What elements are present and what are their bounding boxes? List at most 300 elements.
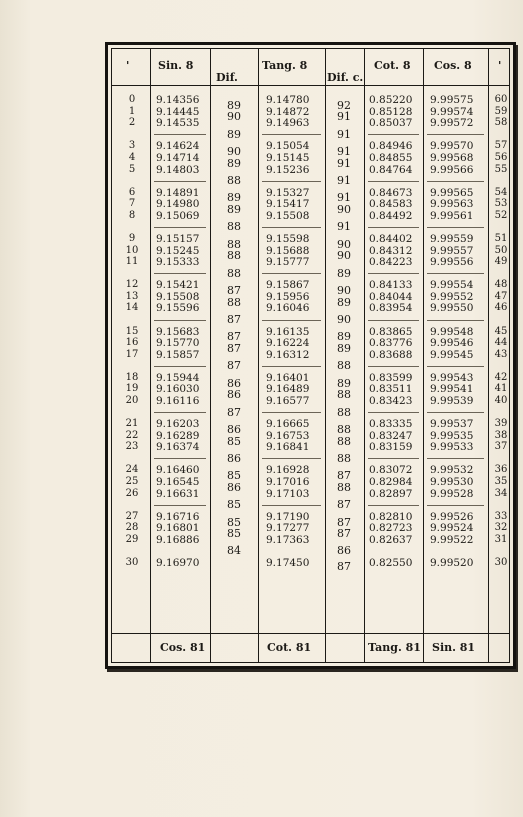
- group-rule: [427, 227, 484, 228]
- cos-value: 9.99557: [430, 244, 474, 257]
- dif-c-value: 89: [337, 376, 351, 390]
- cot-value: 0.84312: [369, 244, 413, 257]
- group-rule: [368, 320, 419, 321]
- minute-label: 24: [125, 464, 139, 476]
- tang-value: 9.14872: [266, 105, 310, 118]
- tang-value: 9.15688: [266, 244, 310, 257]
- dif-c-value: 90: [337, 284, 351, 297]
- cot-value: 0.84673: [369, 186, 413, 199]
- dif-value: 87: [227, 341, 241, 355]
- minute-label: 5: [128, 163, 136, 175]
- cot-value: 0.84402: [369, 232, 413, 245]
- cos-value: 9.99537: [430, 418, 474, 431]
- tang-value: 9.16224: [266, 337, 310, 350]
- minute-label: 30: [125, 557, 139, 568]
- sin-value: 9.14891: [156, 186, 200, 199]
- dif-value: 86: [227, 376, 241, 390]
- sin-value: 9.16203: [156, 418, 200, 431]
- dif-c-value: 87: [337, 560, 351, 573]
- minute-label: 28: [125, 522, 139, 534]
- dif-value: 87: [227, 330, 241, 344]
- cot-value: 0.83865: [369, 325, 413, 338]
- cos-value: 9.99522: [430, 533, 474, 546]
- sin-value: 9.14535: [156, 117, 200, 130]
- sin-value: 9.16886: [156, 533, 200, 546]
- dif-c-value: 89: [337, 330, 351, 344]
- minute-label-right: 46: [494, 302, 508, 314]
- tang-value: 9.17190: [266, 510, 310, 523]
- dif-value: 86: [227, 451, 241, 465]
- minute-label: 13: [125, 290, 139, 302]
- cos-value: 9.99530: [430, 476, 474, 488]
- minute-label: 6: [128, 186, 136, 198]
- dif-value: 89: [227, 156, 241, 170]
- minute-label: 16: [125, 337, 139, 349]
- dif-c-value: 90: [337, 249, 351, 263]
- sin-value: 9.14714: [156, 151, 200, 164]
- dif-value: 88: [227, 295, 241, 309]
- cot-value: 0.82984: [369, 476, 413, 488]
- column-rule: [325, 49, 326, 662]
- dif-c-value: 91: [337, 127, 351, 141]
- minute-label: 12: [125, 279, 139, 291]
- cos-value: 9.99550: [430, 302, 474, 315]
- group-rule: [154, 458, 206, 459]
- minute-label-right: 51: [494, 232, 508, 244]
- minute-label-right: 54: [494, 186, 508, 198]
- cot-value: 0.83688: [369, 348, 413, 361]
- dif-value: 85: [227, 527, 241, 541]
- dif-value: 85: [227, 434, 241, 448]
- minute-label-right: 43: [494, 348, 508, 360]
- dif-c-value: 91: [337, 220, 351, 234]
- column-rule: [150, 49, 151, 662]
- group-rule: [427, 458, 484, 459]
- tang-value: 9.15145: [266, 151, 310, 164]
- header-tang: Tang. 8: [262, 59, 308, 72]
- minute-label: 19: [125, 383, 139, 395]
- sin-value: 9.15770: [156, 337, 200, 350]
- group-rule: [368, 227, 419, 228]
- cot-value: 0.83599: [369, 371, 413, 384]
- column-rule: [364, 49, 365, 662]
- dif-value: 87: [227, 312, 241, 326]
- group-rule: [154, 181, 206, 182]
- minute-label-right: 47: [494, 290, 508, 302]
- minute-label-right: 50: [494, 244, 508, 256]
- group-rule: [154, 412, 206, 413]
- cot-value: 0.85220: [369, 94, 413, 106]
- group-rule: [427, 366, 484, 367]
- tang-value: 9.16577: [266, 395, 310, 407]
- group-rule: [262, 412, 321, 413]
- minute-label: 20: [125, 395, 139, 406]
- cos-value: 9.99546: [430, 337, 474, 350]
- dif-value: 88: [227, 266, 241, 280]
- tang-value: 9.16312: [266, 348, 310, 361]
- cos-value: 9.99535: [430, 429, 474, 442]
- footer-cos: Cos. 81: [160, 641, 206, 654]
- dif-value: 86: [227, 422, 241, 436]
- minute-label-right: 56: [494, 151, 508, 163]
- cot-value: 0.82897: [369, 487, 413, 500]
- dif-c-value: 89: [337, 266, 351, 280]
- cot-value: 0.84492: [369, 209, 413, 222]
- cos-value: 9.99566: [430, 163, 474, 176]
- sin-value: 9.15683: [156, 325, 200, 338]
- group-rule: [262, 181, 321, 182]
- cot-value: 0.84764: [369, 163, 413, 176]
- minute-label-right: 30: [494, 557, 508, 568]
- cot-value: 0.84946: [369, 140, 413, 153]
- minute-label-right: 31: [494, 533, 508, 545]
- sin-value: 9.15069: [156, 209, 200, 222]
- header-dif-c: Dif. c.: [327, 71, 364, 84]
- tang-value: 9.15236: [266, 163, 310, 176]
- tang-value: 9.15054: [266, 140, 310, 153]
- group-rule: [368, 412, 419, 413]
- minute-label: 29: [125, 533, 139, 545]
- cos-value: 9.99520: [430, 557, 474, 569]
- cos-value: 9.99528: [430, 487, 474, 500]
- sin-value: 9.15157: [156, 232, 200, 245]
- dif-c-value: 91: [337, 191, 351, 205]
- cot-value: 0.83776: [369, 337, 413, 350]
- minute-label: 7: [128, 198, 136, 210]
- minute-label-right: 59: [494, 105, 508, 117]
- footer-tang: Tang. 81: [368, 641, 421, 654]
- group-rule: [262, 320, 321, 321]
- header-sin: Sin. 8: [158, 59, 194, 72]
- cos-value: 9.99572: [430, 117, 474, 130]
- dif-c-value: 87: [337, 527, 351, 541]
- dif-value: 88: [227, 174, 241, 188]
- dif-value: 88: [227, 220, 241, 234]
- dif-value: 89: [227, 203, 241, 216]
- tang-value: 9.17450: [266, 557, 310, 569]
- sin-value: 9.16801: [156, 522, 200, 535]
- dif-value: 85: [227, 515, 241, 529]
- minute-label-right: 53: [494, 198, 508, 210]
- minute-label: 10: [125, 244, 139, 256]
- cos-value: 9.99575: [430, 94, 474, 106]
- cos-value: 9.99545: [430, 348, 474, 361]
- footer-sin: Sin. 81: [432, 641, 476, 654]
- minute-label: 25: [125, 476, 139, 487]
- cos-value: 9.99541: [430, 383, 474, 396]
- cot-value: 0.84223: [369, 256, 413, 269]
- minute-label: 27: [125, 510, 139, 522]
- tang-value: 9.15777: [266, 256, 310, 269]
- group-rule: [154, 134, 206, 135]
- sin-value: 9.16970: [156, 557, 200, 569]
- log-trig-table: [111, 48, 510, 663]
- group-rule: [262, 366, 321, 367]
- group-rule: [427, 412, 484, 413]
- minute-label: 2: [128, 117, 136, 129]
- cos-value: 9.99561: [430, 209, 474, 222]
- dif-c-value: 87: [337, 469, 351, 483]
- header-cot: Cot. 8: [374, 59, 411, 72]
- tang-value: 9.17103: [266, 487, 310, 500]
- dif-c-value: 88: [337, 388, 351, 402]
- header-minutes-left: ': [126, 59, 130, 72]
- minute-label: 15: [125, 325, 139, 337]
- cot-value: 0.83423: [369, 395, 413, 407]
- minute-label: 14: [125, 302, 139, 314]
- minute-label-right: 35: [494, 476, 508, 487]
- cos-value: 9.99548: [430, 325, 474, 338]
- cos-value: 9.99552: [430, 290, 474, 303]
- minute-label: 26: [125, 487, 139, 499]
- minute-label-right: 58: [494, 117, 508, 129]
- sin-value: 9.15333: [156, 256, 200, 269]
- sin-value: 9.16545: [156, 476, 200, 488]
- dif-c-value: 87: [337, 498, 351, 512]
- tang-value: 9.16928: [266, 464, 310, 477]
- dif-c-value: 89: [337, 295, 351, 309]
- minute-label-right: 40: [494, 395, 508, 406]
- cot-value: 0.84044: [369, 290, 413, 303]
- minute-label-right: 32: [494, 522, 508, 534]
- dif-c-value: 91: [337, 156, 351, 170]
- dif-value: 87: [227, 359, 241, 373]
- cot-value: 0.82550: [369, 557, 413, 569]
- cos-value: 9.99554: [430, 279, 474, 292]
- tang-value: 9.17277: [266, 522, 310, 535]
- cos-value: 9.99526: [430, 510, 474, 523]
- minute-label: 22: [125, 429, 139, 441]
- dif-c-value: 88: [337, 451, 351, 465]
- dif-value: 85: [227, 469, 241, 483]
- group-rule: [368, 134, 419, 135]
- tang-value: 9.16135: [266, 325, 310, 338]
- minute-label-right: 41: [494, 383, 508, 395]
- row-rule: [112, 633, 509, 634]
- minute-label-right: 60: [494, 94, 508, 105]
- group-rule: [154, 505, 206, 506]
- tang-value: 9.15867: [266, 279, 310, 292]
- cot-value: 0.83159: [369, 441, 413, 454]
- group-rule: [154, 273, 206, 274]
- minute-label-right: 48: [494, 279, 508, 291]
- minute-label: 4: [128, 151, 136, 163]
- tang-value: 9.14780: [266, 94, 310, 106]
- dif-value: 84: [227, 544, 241, 558]
- dif-c-value: 92: [337, 98, 351, 112]
- group-rule: [154, 320, 206, 321]
- minute-label-right: 42: [494, 371, 508, 383]
- group-rule: [262, 134, 321, 135]
- cot-value: 0.83511: [369, 383, 413, 396]
- minute-label-right: 38: [494, 429, 508, 441]
- tang-value: 9.14963: [266, 117, 310, 130]
- dif-value: 85: [227, 498, 241, 512]
- sin-value: 9.16374: [156, 441, 200, 454]
- minute-label: 17: [125, 348, 139, 360]
- group-rule: [154, 227, 206, 228]
- dif-c-value: 88: [337, 434, 351, 448]
- dif-c-value: 89: [337, 341, 351, 355]
- sin-value: 9.14624: [156, 140, 200, 153]
- minute-label: 9: [128, 232, 136, 244]
- tang-value: 9.15508: [266, 209, 310, 222]
- cos-value: 9.99565: [430, 186, 474, 199]
- cos-value: 9.99559: [430, 232, 474, 245]
- header-dif: Dif.: [216, 71, 238, 84]
- dif-c-value: 91: [337, 145, 351, 159]
- column-rule: [258, 49, 259, 662]
- group-rule: [427, 505, 484, 506]
- cos-value: 9.99524: [430, 522, 474, 535]
- dif-c-value: 88: [337, 405, 351, 419]
- minute-label-right: 52: [494, 209, 508, 221]
- cot-value: 0.84133: [369, 279, 413, 292]
- minute-label: 0: [128, 94, 136, 105]
- cos-value: 9.99539: [430, 395, 474, 407]
- dif-value: 90: [227, 145, 241, 159]
- tang-value: 9.17363: [266, 533, 310, 546]
- minute-label-right: 55: [494, 163, 508, 175]
- group-rule: [427, 320, 484, 321]
- dif-c-value: 90: [337, 312, 351, 326]
- group-rule: [154, 366, 206, 367]
- cot-value: 0.84855: [369, 151, 413, 164]
- sin-value: 9.16030: [156, 383, 200, 396]
- dif-c-value: 91: [337, 174, 351, 188]
- cos-value: 9.99543: [430, 371, 474, 384]
- cot-value: 0.84583: [369, 198, 413, 211]
- dif-value: 86: [227, 480, 241, 494]
- group-rule: [262, 227, 321, 228]
- cos-value: 9.99574: [430, 105, 474, 118]
- minute-label-right: 45: [494, 325, 508, 337]
- group-rule: [262, 273, 321, 274]
- group-rule: [427, 273, 484, 274]
- cot-value: 0.83247: [369, 429, 413, 442]
- dif-value: 89: [227, 98, 241, 112]
- dif-value: 86: [227, 388, 241, 402]
- sin-value: 9.15245: [156, 244, 200, 257]
- sin-value: 9.14445: [156, 105, 200, 118]
- minute-label-right: 37: [494, 441, 508, 453]
- dif-value: 88: [227, 249, 241, 263]
- table-frame: [105, 42, 516, 669]
- cot-value: 0.83072: [369, 464, 413, 477]
- column-rule: [423, 49, 424, 662]
- group-rule: [368, 366, 419, 367]
- tang-value: 9.15956: [266, 290, 310, 303]
- minute-label: 3: [128, 140, 136, 152]
- tang-value: 9.16046: [266, 302, 310, 315]
- sin-value: 9.15508: [156, 290, 200, 303]
- cos-value: 9.99570: [430, 140, 474, 153]
- header-minutes-right: ': [498, 59, 502, 72]
- cos-value: 9.99533: [430, 441, 474, 454]
- sin-value: 9.14356: [156, 94, 200, 106]
- dif-c-value: 88: [337, 480, 351, 494]
- dif-value: 89: [227, 127, 241, 141]
- cos-value: 9.99556: [430, 256, 474, 269]
- dif-c-value: 90: [337, 237, 351, 251]
- group-rule: [368, 458, 419, 459]
- minute-label: 21: [125, 418, 139, 430]
- column-rule: [210, 49, 211, 662]
- group-rule: [262, 505, 321, 506]
- dif-c-value: 90: [337, 203, 351, 216]
- dif-value: 87: [227, 284, 241, 297]
- tang-value: 9.16841: [266, 441, 310, 454]
- minute-label: 11: [125, 256, 139, 268]
- row-rule: [112, 85, 509, 86]
- sin-value: 9.15421: [156, 279, 200, 292]
- cot-value: 0.83954: [369, 302, 413, 315]
- sin-value: 9.15857: [156, 348, 200, 361]
- tang-value: 9.16753: [266, 429, 310, 442]
- minute-label-right: 33: [494, 510, 508, 522]
- cot-value: 0.82723: [369, 522, 413, 535]
- cos-value: 9.99563: [430, 198, 474, 211]
- group-rule: [427, 181, 484, 182]
- minute-label: 8: [128, 209, 136, 221]
- sin-value: 9.16631: [156, 487, 200, 500]
- minute-label: 18: [125, 371, 139, 383]
- group-rule: [427, 134, 484, 135]
- minute-label-right: 44: [494, 337, 508, 349]
- minute-label-right: 36: [494, 464, 508, 476]
- cos-value: 9.99532: [430, 464, 474, 477]
- minute-label-right: 49: [494, 256, 508, 268]
- footer-cot: Cot. 81: [267, 641, 312, 654]
- tang-value: 9.16665: [266, 418, 310, 431]
- sin-value: 9.15944: [156, 371, 200, 384]
- dif-value: 88: [227, 237, 241, 251]
- tang-value: 9.16489: [266, 383, 310, 396]
- dif-value: 87: [227, 405, 241, 419]
- dif-c-value: 88: [337, 359, 351, 373]
- minute-label-right: 39: [494, 418, 508, 430]
- cot-value: 0.83335: [369, 418, 413, 431]
- tang-value: 9.15598: [266, 232, 310, 245]
- sin-value: 9.16716: [156, 510, 200, 523]
- group-rule: [368, 505, 419, 506]
- group-rule: [368, 273, 419, 274]
- tang-value: 9.16401: [266, 371, 310, 384]
- sin-value: 9.14803: [156, 163, 200, 176]
- group-rule: [262, 458, 321, 459]
- dif-value: 90: [227, 110, 241, 124]
- dif-value: 89: [227, 191, 241, 205]
- minute-label: 1: [128, 105, 136, 117]
- cot-value: 0.85128: [369, 105, 413, 118]
- minute-label-right: 57: [494, 140, 508, 152]
- minute-label: 23: [125, 441, 139, 453]
- sin-value: 9.15596: [156, 302, 200, 315]
- tang-value: 9.15327: [266, 186, 310, 199]
- cot-value: 0.82637: [369, 533, 413, 546]
- tang-value: 9.17016: [266, 476, 310, 488]
- dif-c-value: 87: [337, 515, 351, 529]
- sin-value: 9.14980: [156, 198, 200, 211]
- group-rule: [368, 181, 419, 182]
- dif-c-value: 91: [337, 110, 351, 124]
- dif-c-value: 88: [337, 422, 351, 436]
- cot-value: 0.85037: [369, 117, 413, 130]
- sin-value: 9.16289: [156, 429, 200, 442]
- cos-value: 9.99568: [430, 151, 474, 164]
- sin-value: 9.16116: [156, 395, 200, 407]
- tang-value: 9.15417: [266, 198, 310, 211]
